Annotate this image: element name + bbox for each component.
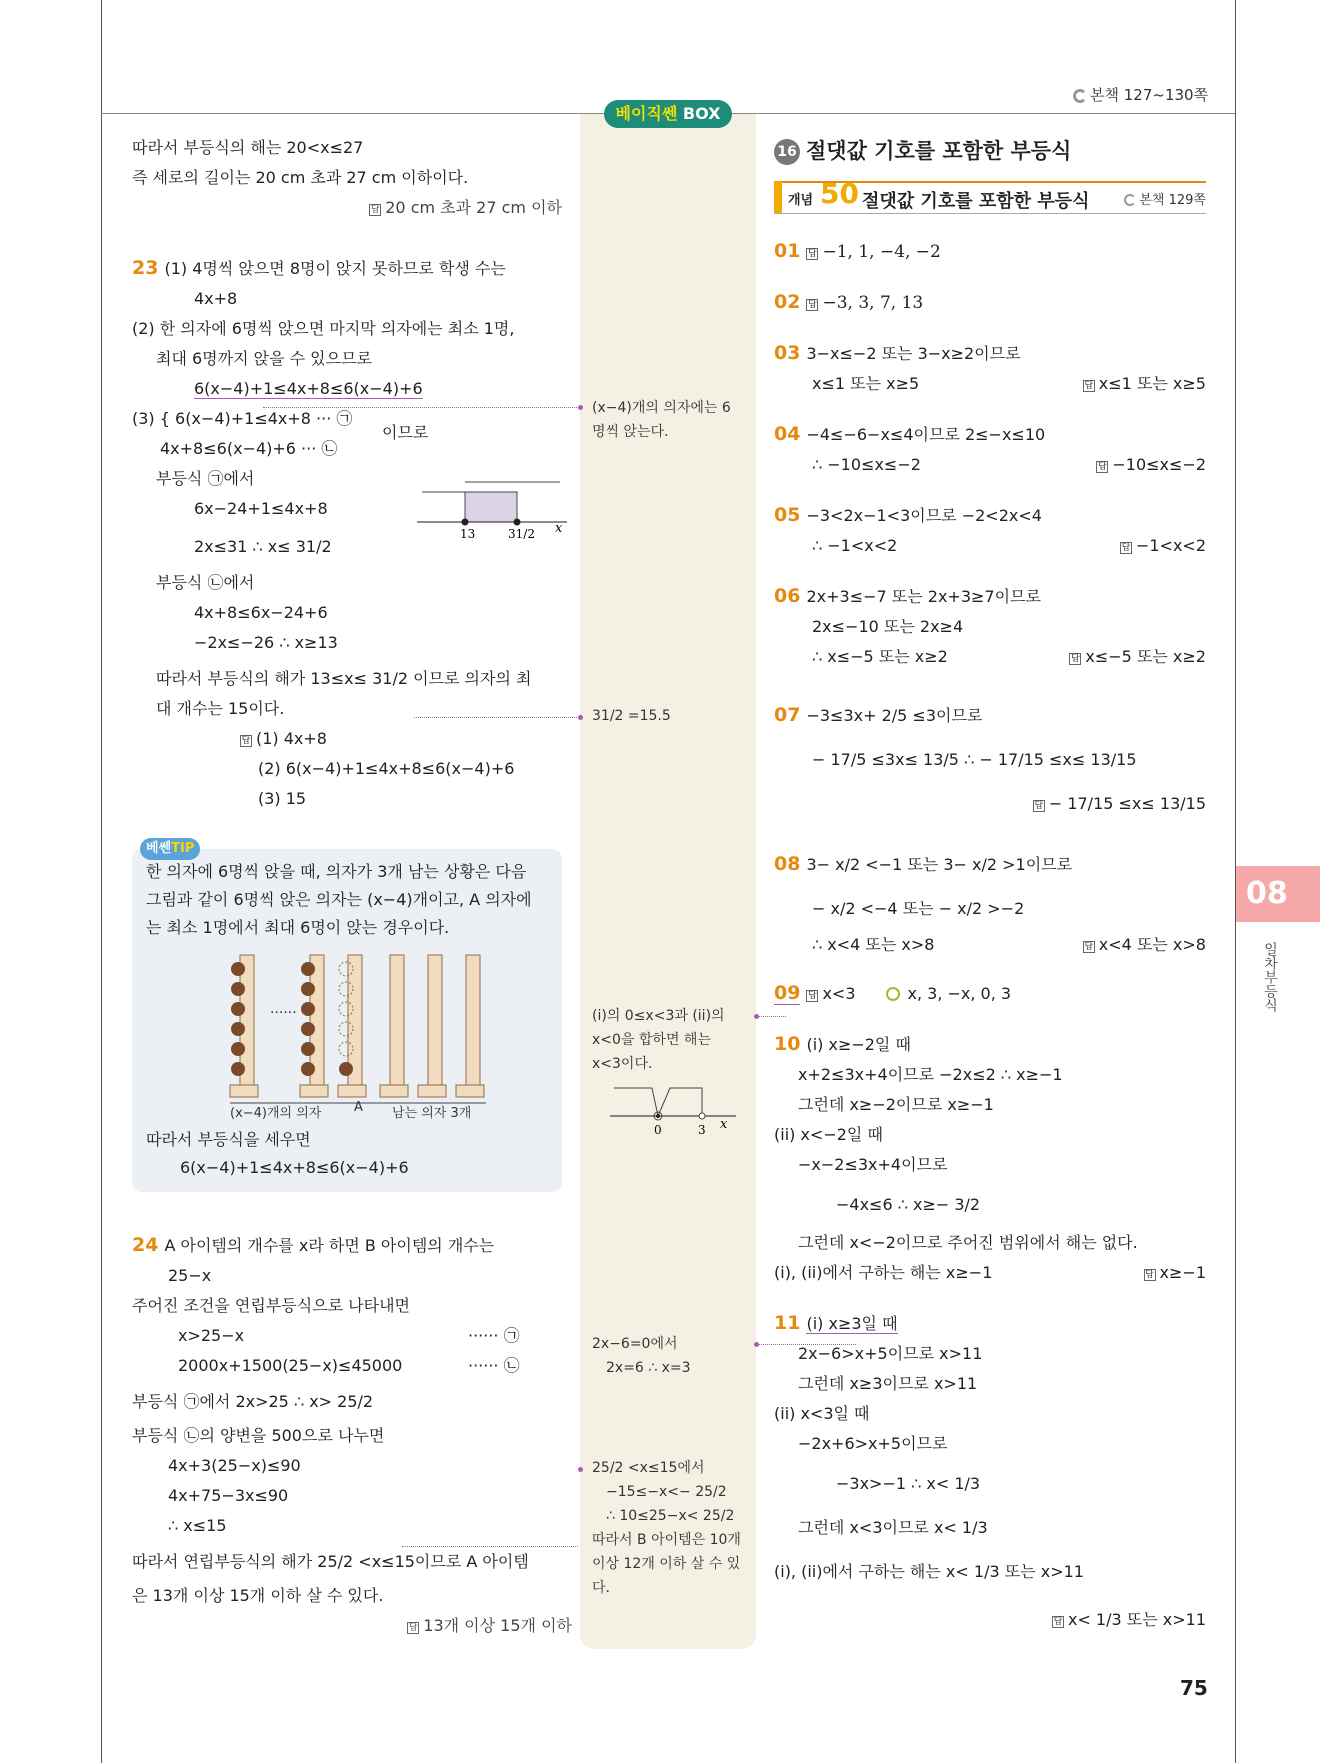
tick-13: 13 xyxy=(460,527,476,541)
text-line: 25−x xyxy=(168,1266,212,1285)
inequality-line: 6(x−4)+1≤4x+8≤6(x−4)+6 xyxy=(194,379,423,398)
answer-text: x≥−1 xyxy=(1159,1263,1206,1282)
text-line: 이므로 xyxy=(382,423,429,442)
concept-ref-text: 본책 129쪽 xyxy=(1139,193,1206,208)
problem-number: 05 xyxy=(774,504,801,526)
text-line: 따라서 연립부등식의 해가 25/2 <x≤15이므로 A 아이템 xyxy=(132,1552,529,1571)
tip-badge-b: TIP xyxy=(171,841,195,856)
text-line: 3− x/2 <−1 또는 3− x/2 >1이므로 xyxy=(806,855,1073,874)
note-line: ∴ 10≤25−x< 25/2 xyxy=(606,1508,735,1524)
text-line: (ii) x<−2일 때 xyxy=(774,1125,883,1144)
note-line: 이상 12개 이하 살 수 있 xyxy=(592,1556,741,1572)
note-line: 2x=6 ∴ x=3 xyxy=(606,1360,691,1376)
text-line: 그런데 x≥−2이므로 x≥−1 xyxy=(798,1095,994,1114)
problem-number: 24 xyxy=(132,1234,159,1256)
text-line: 따라서 부등식의 해는 20<x≤27 xyxy=(132,138,364,157)
note-line: 2x−6=0에서 xyxy=(592,1336,678,1352)
answer-icon: 답 xyxy=(1071,654,1080,664)
text-line: (i), (ii)에서 구하는 해는 x≥−1 xyxy=(774,1263,993,1282)
chapter-tab[interactable]: 08 xyxy=(1236,866,1320,922)
svg-text:······: ······ xyxy=(270,1005,297,1021)
note-line: 따라서 B 아이템은 10개 xyxy=(592,1532,741,1548)
problem-number: 07 xyxy=(774,704,801,726)
text-line: 6x−24+1≤4x+8 xyxy=(194,499,328,518)
caption-b: A xyxy=(354,1100,363,1115)
problem-number: 09 xyxy=(774,982,801,1004)
note-number-line xyxy=(606,1078,746,1140)
caption-c: 남는 의자 3개 xyxy=(392,1106,472,1120)
tick-31-2: 31/2 xyxy=(508,527,535,541)
text-line: 4x+3(25−x)≤90 xyxy=(168,1456,301,1475)
text-line: 부등식 ㉡의 양변을 500으로 나누면 xyxy=(132,1426,385,1445)
concept-ref xyxy=(1124,189,1206,208)
text-line: −2x+6>x+5이므로 xyxy=(798,1434,948,1453)
text-line: 그런데 x<−2이므로 주어진 범위에서 해는 없다. xyxy=(798,1233,1138,1252)
text-line: 4x+8≤6x−24+6 xyxy=(194,603,328,622)
concept-title: 절댓값 기호를 포함한 부등식 xyxy=(862,191,1090,212)
text-line: 따라서 부등식의 해가 13≤x≤ 31/2 이므로 의자의 최 xyxy=(156,669,532,688)
answer-icon: 답 xyxy=(408,1623,418,1633)
note-3 xyxy=(592,1004,752,1076)
caption-a: (x−4)개의 의자 xyxy=(230,1106,322,1120)
text-line: x≤1 또는 x≥5 xyxy=(812,374,920,393)
problem-24: 24 A 아이템의 개수를 x라 하면 B 아이템의 개수는 25−x 주어진 조건을 연립부등식으로 나타내면 x>25−x ······ ㉠ 2000x+1500(25−x)≤45000 ······ ㉡ 부등식 ㉠에서 2x>25 ∴ x> 25/2 부등식 ㉡의 양변을 500으로 나누면 4x+3(25−x)≤90 4x+75−3x≤90 ∴ x≤15 따라서 연립부등식의 해가 25/2 <x≤15이므로 A 아이템 은 13개 이상 15개 이하 살 수 있다. 답 13개 이상 15개 이하 xyxy=(132,1234,572,1635)
problem-number: 23 xyxy=(132,257,159,279)
chairs-figure xyxy=(222,945,512,1120)
book-reference xyxy=(1073,84,1208,105)
answer-text: −10≤x≤−2 xyxy=(1112,455,1206,474)
answer-icon: 답 xyxy=(1084,942,1094,952)
note-2 xyxy=(592,704,752,728)
text-line: − x/2 <−4 또는 − x/2 >−2 xyxy=(812,899,1025,918)
tip-line: 한 의자에 6명씩 앉을 때, 의자가 3개 남는 상황은 다음 xyxy=(146,862,527,881)
text-line: (3) { 6(x−4)+1≤4x+8 ··· ㉠ xyxy=(132,409,353,428)
tip-conclusion xyxy=(146,1126,556,1182)
concept-number: 50 xyxy=(820,177,859,210)
problem-number: 02 xyxy=(774,291,801,313)
answer-text: x<4 또는 x>8 xyxy=(1098,935,1206,954)
section-number: 16 xyxy=(774,139,800,165)
note-line: −15≤−x<− 25/2 xyxy=(606,1484,727,1500)
connector-point xyxy=(578,715,583,720)
answer-icon: 답 xyxy=(1145,1270,1154,1280)
text-line: 2x≤−10 또는 2x≥4 xyxy=(812,617,964,636)
answer-icon: 답 xyxy=(1034,801,1044,811)
concept-label: 개념 xyxy=(788,193,814,208)
text-line: 그런데 x≥3이므로 x>11 xyxy=(798,1374,978,1393)
connector-1 xyxy=(263,407,581,408)
note-line: (x−4)개의 의자에는 6 xyxy=(592,400,731,416)
section-heading xyxy=(774,135,1071,165)
note-line: 명씩 앉는다. xyxy=(592,424,669,440)
text-line: −x−2≤3x+4이므로 xyxy=(798,1155,948,1174)
text-line: 그런데 x<3이므로 x< 1/3 xyxy=(798,1518,988,1537)
answer-line xyxy=(132,193,562,223)
text-line: 은 13개 이상 15개 이하 살 수 있다. xyxy=(132,1586,384,1605)
answer-icon: 답 xyxy=(808,300,817,310)
answer-icon: 답 xyxy=(1098,462,1107,472)
box-label-b: BOX xyxy=(682,104,721,123)
text-line: ∴ −10≤x≤−2 xyxy=(812,455,921,474)
tick-0: 0 xyxy=(654,1123,662,1137)
text-line: 2x+3≤−7 또는 2x+3≥7이므로 xyxy=(806,587,1041,606)
chapter-label: 일차부등식 xyxy=(1262,942,1278,1012)
text-line: 대 개수는 15이다. xyxy=(156,699,285,718)
connector-5 xyxy=(402,1546,578,1547)
connector-2 xyxy=(414,717,581,718)
text-line: ∴ x<4 또는 x>8 xyxy=(812,935,935,954)
note-line: x<3이다. xyxy=(592,1056,653,1072)
text-line: 2x≤31 ∴ x≤ 31/2 xyxy=(194,537,332,556)
left-column xyxy=(132,133,562,223)
tip-badge-a: 베쎈 xyxy=(146,841,172,856)
text-line: 부등식 ㉠에서 xyxy=(156,469,255,488)
text-line: (2) 한 의자에 6명씩 앉으면 마지막 의자에는 최소 1명, xyxy=(132,319,515,338)
text-line: 4x+8≤6(x−4)+6 ··· ㉡ xyxy=(160,439,338,458)
text-line: (1) 4명씩 앉으면 8명이 앉지 못하므로 학생 수는 xyxy=(164,259,506,278)
text-line: (ii) x<3일 때 xyxy=(774,1404,870,1423)
answer-text: − 17/15 ≤x≤ 13/15 xyxy=(1048,794,1206,813)
problem-number: 11 xyxy=(774,1312,801,1334)
hint-text: x, 3, −x, 0, 3 xyxy=(907,984,1012,1003)
note-4 xyxy=(592,1332,752,1380)
answer-text: x≤1 또는 x≥5 xyxy=(1098,374,1206,393)
connector-point xyxy=(754,1014,759,1019)
answer-icon: 답 xyxy=(1121,543,1131,553)
text-line: 부등식 ㉠에서 2x>25 ∴ x> 25/2 xyxy=(132,1392,374,1411)
text-line: −3x>−1 ∴ x< 1/3 xyxy=(836,1474,981,1493)
text-line: ∴ x≤−5 또는 x≥2 xyxy=(812,647,948,666)
right-column xyxy=(774,236,1206,1635)
problem-number: 10 xyxy=(774,1033,801,1055)
text-line: 3−x≤−2 또는 3−x≥2이므로 xyxy=(806,344,1021,363)
text-line: 최대 6명까지 앉을 수 있으므로 xyxy=(156,349,372,368)
tick-3: 3 xyxy=(698,1123,706,1137)
note-1 xyxy=(592,396,752,444)
note-line: (i)의 0≤x<3과 (ii)의 xyxy=(592,1008,725,1024)
answer-text: (1) 4x+8 xyxy=(256,729,327,748)
text-line: ∴ x≤15 xyxy=(168,1516,227,1535)
problem-number: 01 xyxy=(774,240,801,262)
number-line-23 xyxy=(412,470,572,545)
left-frame-line xyxy=(101,0,102,1763)
note-line: 다. xyxy=(592,1580,610,1596)
problem-number: 04 xyxy=(774,423,801,445)
problem-number: 03 xyxy=(774,342,801,364)
connector-point xyxy=(578,405,583,410)
answer-icon: 답 xyxy=(1053,1617,1063,1627)
section-title: 절댓값 기호를 포함한 부등식 xyxy=(806,139,1072,163)
note-5 xyxy=(592,1456,752,1600)
text-line: x>25−x xyxy=(178,1326,245,1345)
text-line: −3≤3x+ 2/5 ≤3이므로 xyxy=(806,706,983,725)
page-number: 75 xyxy=(1180,1676,1208,1700)
axis-x-label: x xyxy=(555,521,563,536)
text-line: 2x−6>x+5이므로 x>11 xyxy=(798,1344,983,1363)
tip-line: 6(x−4)+1≤4x+8≤6(x−4)+6 xyxy=(180,1158,409,1177)
point-13 xyxy=(462,519,469,526)
box-label-a: 베이직쎈 xyxy=(615,104,678,123)
answer-text: −1, 1, −4, −2 xyxy=(822,242,941,262)
answer-text: x≤−5 또는 x≥2 xyxy=(1085,647,1206,666)
concept-bar xyxy=(774,177,1206,214)
connector-point xyxy=(754,1342,759,1347)
answer-icon: 답 xyxy=(1084,381,1094,391)
answer-text: x< 1/3 또는 x>11 xyxy=(1067,1610,1206,1629)
text-line: ∴ −1<x<2 xyxy=(812,536,898,555)
note-line: 31/2 =15.5 xyxy=(592,708,671,724)
answer-icon: 답 xyxy=(808,991,817,1001)
basic-box-label xyxy=(604,100,732,128)
reference-icon xyxy=(1073,89,1087,103)
tip-line: 그림과 같이 6명씩 앉은 의자는 (x−4)개이고, A 의자에 xyxy=(146,890,532,909)
text-line: (i) x≥−2일 때 xyxy=(806,1035,911,1054)
connector-point xyxy=(578,1467,583,1472)
text-line: −2x≤−26 ∴ x≥13 xyxy=(194,633,338,652)
note-line: x<0을 합하면 해는 xyxy=(592,1032,711,1048)
text-line: (i) x≥3일 때 xyxy=(806,1314,898,1333)
text-line: 주어진 조건을 연립부등식으로 나타내면 xyxy=(132,1296,411,1315)
tip-text xyxy=(146,858,556,942)
answer-text: x<3 xyxy=(822,984,856,1003)
text-line: x+2≤3x+4이므로 −2x≤2 ∴ x≥−1 xyxy=(798,1065,1063,1084)
text-line: 부등식 ㉡에서 xyxy=(156,573,255,592)
reference-icon xyxy=(1124,194,1136,206)
tip-line: 따라서 부등식을 세우면 xyxy=(146,1130,311,1149)
text-line: −4≤−6−x≤4이므로 2≤−x≤10 xyxy=(806,425,1046,444)
text-line: −4x≤6 ∴ x≥− 3/2 xyxy=(836,1195,981,1214)
answer-icon: 답 xyxy=(370,205,380,215)
text-line: 4x+75−3x≤90 xyxy=(168,1486,289,1505)
concept-tab xyxy=(774,181,782,213)
text-line: −3<2x−1<3이므로 −2<2x<4 xyxy=(806,506,1042,525)
text-line: 4x+8 xyxy=(194,289,238,308)
point-31-2 xyxy=(514,519,521,526)
answer-icon: 답 xyxy=(808,249,817,259)
answer-text: 13개 이상 15개 이하 xyxy=(423,1616,572,1635)
answer-icon: 답 xyxy=(241,736,251,746)
text-line: (i), (ii)에서 구하는 해는 x< 1/3 또는 x>11 xyxy=(774,1562,1084,1581)
note-line: 25/2 <x≤15에서 xyxy=(592,1460,705,1476)
book-reference-text: 본책 127~130쪽 xyxy=(1090,86,1209,104)
chair-group-a xyxy=(230,955,484,1097)
answer-text: −3, 3, 7, 13 xyxy=(822,293,924,313)
text-line: A 아이템의 개수를 x라 하면 B 아이템의 개수는 xyxy=(164,1236,495,1255)
answer-text: 20 cm 초과 27 cm 이하 xyxy=(385,198,562,217)
basic-box-strip xyxy=(580,114,756,1649)
text-line: − 17/5 ≤3x≤ 13/5 ∴ − 17/15 ≤x≤ 13/15 xyxy=(812,750,1137,769)
tip-line: 는 최소 1명에서 최대 6명이 앉는 경우이다. xyxy=(146,918,450,937)
target-icon xyxy=(886,987,900,1001)
answer-text: (3) 15 xyxy=(258,789,307,808)
text-line: 즉 세로의 길이는 20 cm 초과 27 cm 이하이다. xyxy=(132,168,469,187)
text-line: 2000x+1500(25−x)≤45000 xyxy=(178,1356,403,1375)
answer-text: −1<x<2 xyxy=(1135,536,1206,555)
tip-badge xyxy=(140,838,200,860)
axis-x-label: x xyxy=(720,1117,728,1132)
answer-text: (2) 6(x−4)+1≤4x+8≤6(x−4)+6 xyxy=(258,759,515,778)
problem-number: 06 xyxy=(774,585,801,607)
problem-number: 08 xyxy=(774,853,801,875)
